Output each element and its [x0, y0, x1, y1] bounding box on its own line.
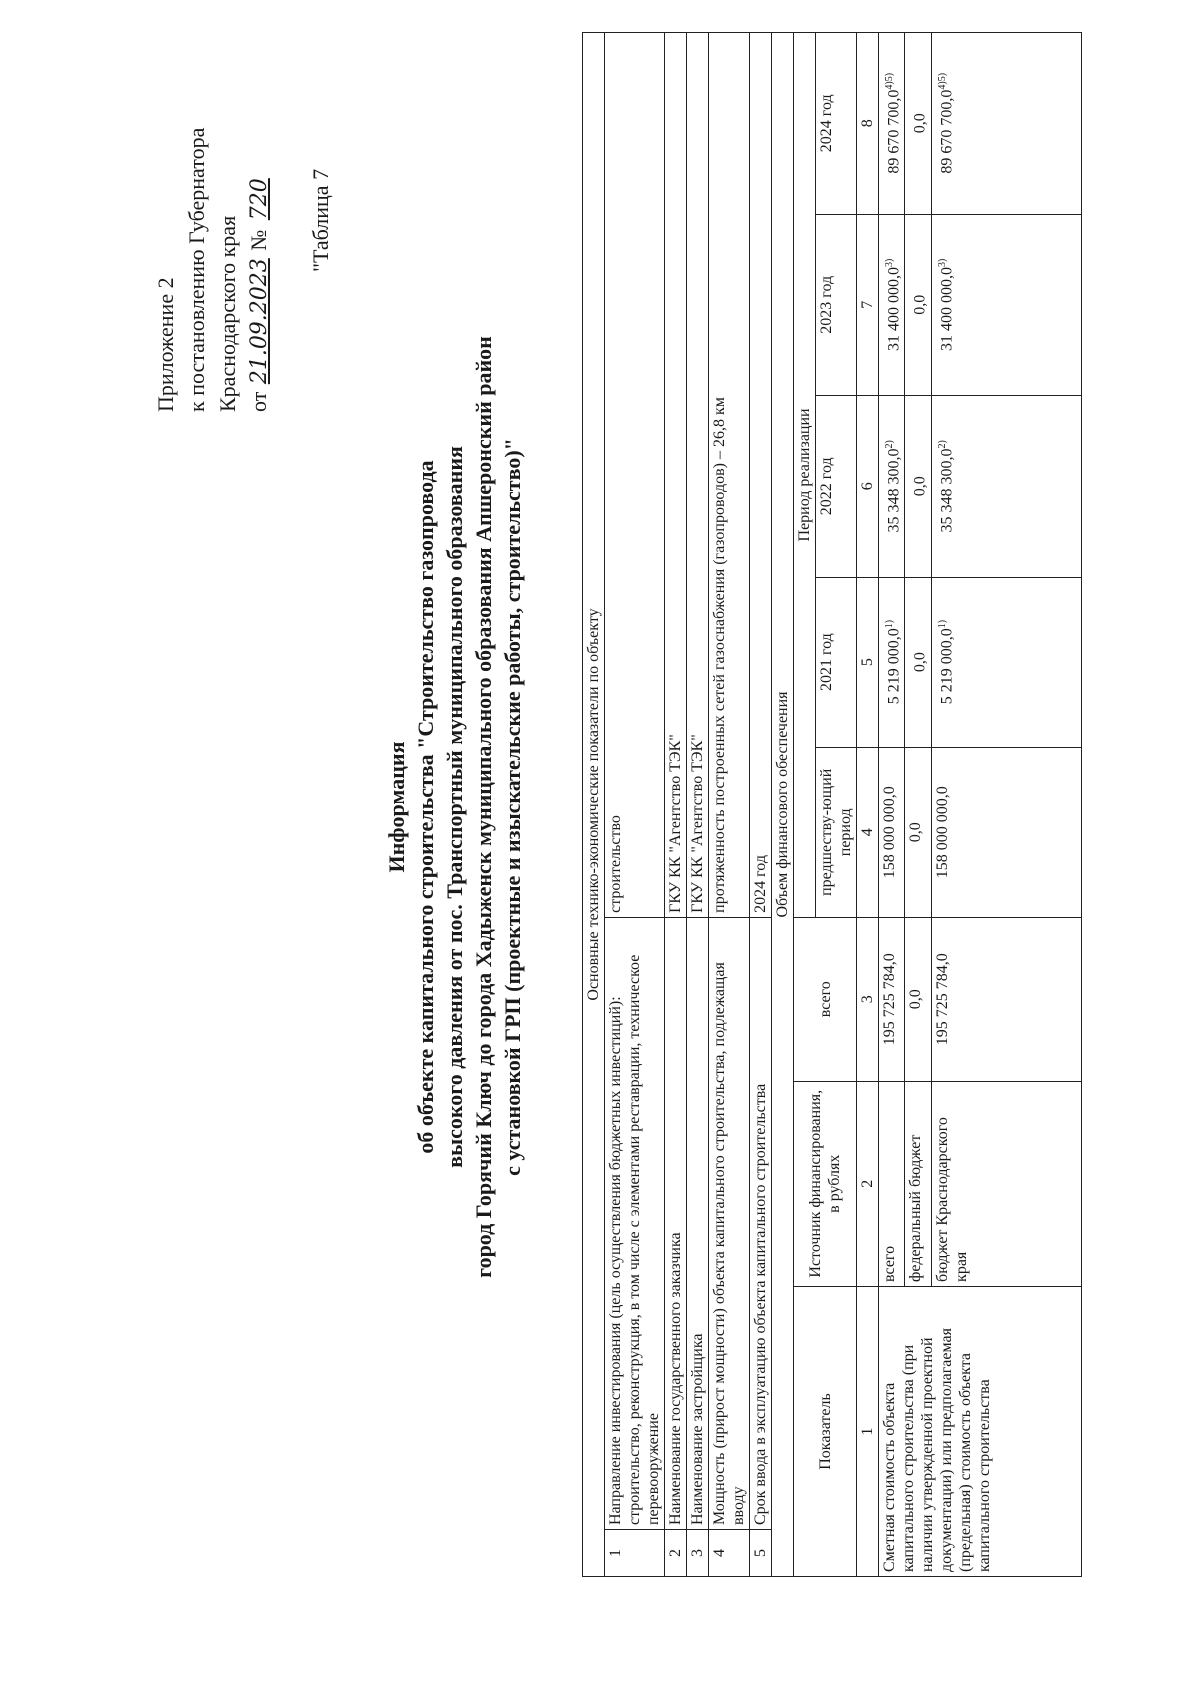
y2024-value: 0,0: [911, 113, 929, 134]
indicator-row: [687, 33, 709, 1577]
cost-indicator-label: Сметная стоимость объекта капитального строительства (при наличии утвержденной проектной документации) или предполагаемая (предельная) стоимость объекта капитального строительства: [879, 1286, 1082, 1576]
y2022-value: 35 348 300,0: [937, 448, 955, 533]
y2021-value: 5 219 000,0: [937, 628, 955, 705]
col-number: 7: [857, 214, 879, 396]
y2021-value: 0,0: [911, 652, 929, 673]
indicator-number: 5: [750, 1530, 772, 1577]
object-info-table: [582, 32, 1082, 1577]
footnote-mark: 3): [936, 258, 948, 267]
total-cell: 0,0: [905, 917, 931, 1081]
footnote-mark: 4)5): [936, 72, 948, 90]
section1-header: Основные технико-экономические показатели по объекту: [583, 33, 605, 1577]
y2024-value: 89 670 700,0: [937, 89, 955, 174]
title-line-1: Информация: [384, 741, 409, 873]
source-cell: всего: [879, 1081, 905, 1286]
source-cell: бюджет Краснодарского края: [931, 1081, 1081, 1286]
indicator-value: протяженность построенных сетей газоснабжения (газопроводов) – 26,8 км: [709, 33, 750, 918]
header-2022: 2022 год: [816, 396, 857, 578]
col-number: 4: [857, 747, 879, 917]
indicator-row: [709, 33, 750, 1577]
y2024-cell: [879, 33, 905, 215]
indicator-label: Наименование застройщика: [687, 917, 709, 1529]
appendix-date-line: [243, 52, 275, 412]
total-cell: 195 725 784,0: [931, 917, 1081, 1081]
y2023-cell: [905, 214, 931, 396]
y2024-value: 89 670 700,0: [885, 89, 903, 174]
y2024-cell: [905, 33, 931, 215]
prev-cell: 158 000 000,0: [879, 747, 905, 917]
indicator-number: 3: [687, 1530, 709, 1577]
header-total: всего: [794, 917, 857, 1081]
appendix-block: [150, 52, 275, 412]
footnote-mark: 4)5): [884, 72, 895, 90]
handwritten-number: 720: [247, 178, 272, 221]
y2021-cell: [879, 577, 905, 747]
y2023-value: 0,0: [911, 294, 929, 315]
y2022-value: 0,0: [911, 476, 929, 497]
handwritten-date: 21.09.2023: [247, 258, 272, 385]
section2-header: Объем финансового обеспечения: [772, 33, 794, 1577]
indicator-number: 4: [709, 1530, 750, 1577]
fin-row-total: [879, 33, 905, 1577]
footnote-mark: 2): [884, 440, 895, 449]
indicator-value: ГКУ КК "Агентство ТЭК": [665, 33, 687, 918]
section2-header-row: [772, 33, 794, 1577]
indicator-row: [750, 33, 772, 1577]
date-prefix: от: [246, 391, 271, 412]
footnote-mark: 1): [884, 619, 895, 629]
y2023-value: 31 400 000,0: [885, 266, 903, 351]
indicator-label: Наименование государственного заказчика: [665, 917, 687, 1529]
indicator-label: Направление инвестирования (цель осуществления бюджетных инвестиций): строительство, реконструкция, в том числе с элементами реставрации, техническое перевооружение: [605, 917, 665, 1529]
title-line-4: город Горячий Ключ до города Хадыженск муниципального образования Апшеронский район: [471, 336, 496, 1278]
header-prev-period: предшеству-ющий период: [816, 747, 857, 917]
section1-header-row: [583, 33, 605, 1577]
header-source: Источник финансирования, в рублях: [794, 1081, 857, 1286]
indicator-row: [605, 33, 665, 1577]
number-prefix: №: [246, 229, 271, 251]
appendix-line-2: к постановлению Губернатора: [184, 127, 209, 412]
total-cell: 195 725 784,0: [879, 917, 905, 1081]
title-line-2: об объекте капитального строительства "Строительство газопровода: [413, 460, 438, 1154]
source-cell: федеральный бюджет: [905, 1081, 931, 1286]
prev-cell: 0,0: [905, 747, 931, 917]
col-number: 6: [857, 396, 879, 578]
title-line-3: высокого давления от пос. Транспортный муниципального образования: [442, 446, 467, 1168]
col-number: 5: [857, 577, 879, 747]
indicator-value: ГКУ КК "Агентство ТЭК": [687, 33, 709, 918]
y2021-cell: [931, 577, 1081, 747]
indicator-number: 1: [605, 1530, 665, 1577]
indicator-value: строительство: [605, 33, 665, 918]
appendix-line-3: Краснодарского края: [215, 215, 240, 412]
col-number: 2: [857, 1081, 879, 1286]
col-number: 8: [857, 33, 879, 215]
title-line-5: с установкой ГРП (проектные и изыскательские работы, строительство)": [500, 438, 525, 1176]
fin-header-row-1: [794, 33, 816, 1577]
indicator-value: 2024 год: [750, 33, 772, 918]
indicator-row: [665, 33, 687, 1577]
footnote-mark: 3): [884, 258, 895, 267]
y2023-value: 31 400 000,0: [937, 266, 955, 351]
y2022-cell: [931, 396, 1081, 578]
header-period: Период реализации: [794, 33, 816, 918]
y2022-value: 35 348 300,0: [885, 448, 903, 533]
header-2024: 2024 год: [816, 33, 857, 215]
header-2023: 2023 год: [816, 214, 857, 396]
indicator-label: Срок ввода в эксплуатацию объекта капитального строительства: [750, 917, 772, 1529]
y2021-cell: [905, 577, 931, 747]
footnote-mark: 2): [936, 440, 948, 449]
header-2021: 2021 год: [816, 577, 857, 747]
footnote-mark: 1): [936, 619, 948, 629]
prev-cell: 158 000 000,0: [931, 747, 1081, 917]
header-indicator: Показатель: [794, 1286, 857, 1576]
col-number: 3: [857, 917, 879, 1081]
y2023-cell: [879, 214, 905, 396]
y2022-cell: [879, 396, 905, 578]
indicator-label: Мощность (прирост мощности) объекта капитального строительства, подлежащая вводу: [709, 917, 750, 1529]
column-numbers-row: [857, 33, 879, 1577]
col-number: 1: [857, 1286, 879, 1576]
y2023-cell: [931, 214, 1081, 396]
y2024-cell: [931, 33, 1081, 215]
y2022-cell: [905, 396, 931, 578]
y2021-value: 5 219 000,0: [885, 628, 903, 705]
document-title: [382, 0, 527, 1617]
table-label: "Таблица 7: [308, 168, 333, 272]
appendix-line-1: Приложение 2: [153, 277, 178, 412]
indicator-number: 2: [665, 1530, 687, 1577]
